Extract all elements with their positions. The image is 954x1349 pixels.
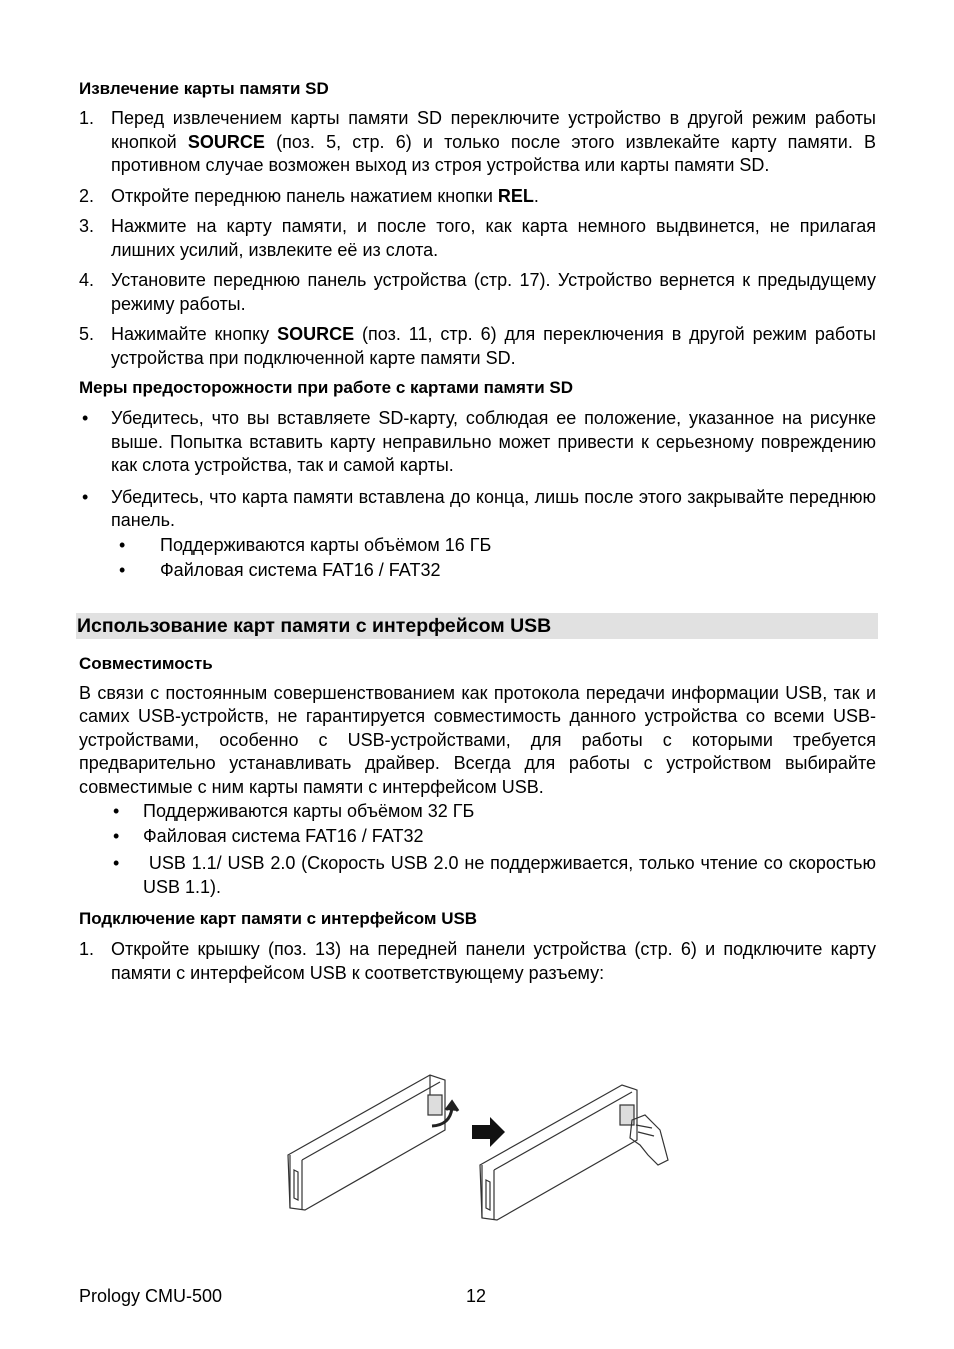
sd-precaution-1: • Убедитесь, что вы вставляете SD-карту, соблюдая ее положение, указанное на рисунке выше. Попытка вставить карту неправильно может привести к серьезному повреждению как слота устройства, так и самой карты. bbox=[82, 408, 876, 475]
footer-model: Prology CMU-500 bbox=[79, 1286, 223, 1306]
sd-step-2: 2. Откройте переднюю панель нажатием кнопки REL. bbox=[79, 185, 539, 206]
sd-removal-heading: Извлечение карты памяти SD bbox=[79, 79, 329, 98]
bullet-icon: • bbox=[82, 408, 89, 428]
usb-bullet-2: • Файловая система FAT16 / FAT32 bbox=[143, 824, 876, 849]
sd-step-1: 1. Перед извлечением карты памяти SD переключите устройство в другой режим работы кнопкой SOURCE (поз. 5, стр. 6) и только после этого извлекайте карту памяти. В противном случае возможен выход из строя устройства или карты памяти SD. bbox=[79, 108, 877, 175]
car-radio-left bbox=[288, 1075, 445, 1210]
bullet-icon: • bbox=[113, 826, 120, 846]
sd-sub-bullet-1: • Поддерживаются карты объёмом 16 ГБ bbox=[160, 533, 876, 558]
page-content bbox=[77, 78, 882, 985]
sd-precaution-2: • Убедитесь, что карта памяти вставлена до конца, лишь после этого закрывайте переднюю панель. bbox=[82, 486, 876, 530]
car-radio-right bbox=[480, 1085, 637, 1220]
page-number: 12 bbox=[466, 1286, 487, 1306]
usb-connection-illustration bbox=[280, 1060, 680, 1225]
compat-heading: Совместимость bbox=[79, 653, 213, 673]
hand-icon bbox=[630, 1115, 668, 1165]
bullet-icon: • bbox=[119, 534, 126, 555]
arrow-right-icon bbox=[472, 1117, 505, 1147]
usb-section-title: Использование карт памяти с интерфейсом USB bbox=[76, 613, 878, 639]
bullet-icon: • bbox=[119, 559, 126, 580]
bullet-icon: • bbox=[113, 853, 120, 873]
sd-step-3: 3. Нажмите на карту памяти, и после того, как карта немного выдвинется, не прилагая лишних усилий, извлеките её из слота. bbox=[79, 216, 876, 260]
connect-heading: Подключение карт памяти с интерфейсом USB bbox=[79, 909, 478, 928]
connect-step-1: 1. Откройте крышку (поз. 13) на передней панели устройства (стр. 6) и подключите карту памяти с интерфейсом USB к соответствующему разъему: bbox=[79, 939, 876, 983]
sd-precautions-heading: Меры предосторожности при работе с картами памяти SD bbox=[79, 378, 574, 397]
usb-bullet-1: • Поддерживаются карты объёмом 32 ГБ bbox=[143, 799, 876, 824]
sd-step-5: 5. Нажимайте кнопку SOURCE (поз. 11, стр. 6) для переключения в другой режим работы устройства при подключенной карте памяти SD. bbox=[79, 324, 876, 368]
compat-text: В связи с постоянным совершенствованием как протокола передачи информации USB, так и самих USB-устройств, не гарантируется совместимость данного устройства со всеми USB-устройствами, особенно с USB-устройствами, для работы с которыми требуется предварительно устанавливать драйвер. Всегда для работы с устройством выбирайте совместимые с ним карты памяти с интерфейсом USB. bbox=[79, 682, 876, 797]
bullet-icon: • bbox=[82, 486, 89, 507]
bullet-icon: • bbox=[113, 801, 120, 821]
usb-bullet-3: • USB 1.1/ USB 2.0 (Скорость USB 2.0 не поддерживается, только чтение со скоростью USB 1.1). bbox=[113, 853, 882, 897]
sd-sub-bullet-2: • Файловая система FAT16 / FAT32 bbox=[160, 558, 876, 583]
sd-step-4: 4. Установите переднюю панель устройства (стр. 17). Устройство вернется к предыдущему режиму работы. bbox=[79, 270, 876, 314]
